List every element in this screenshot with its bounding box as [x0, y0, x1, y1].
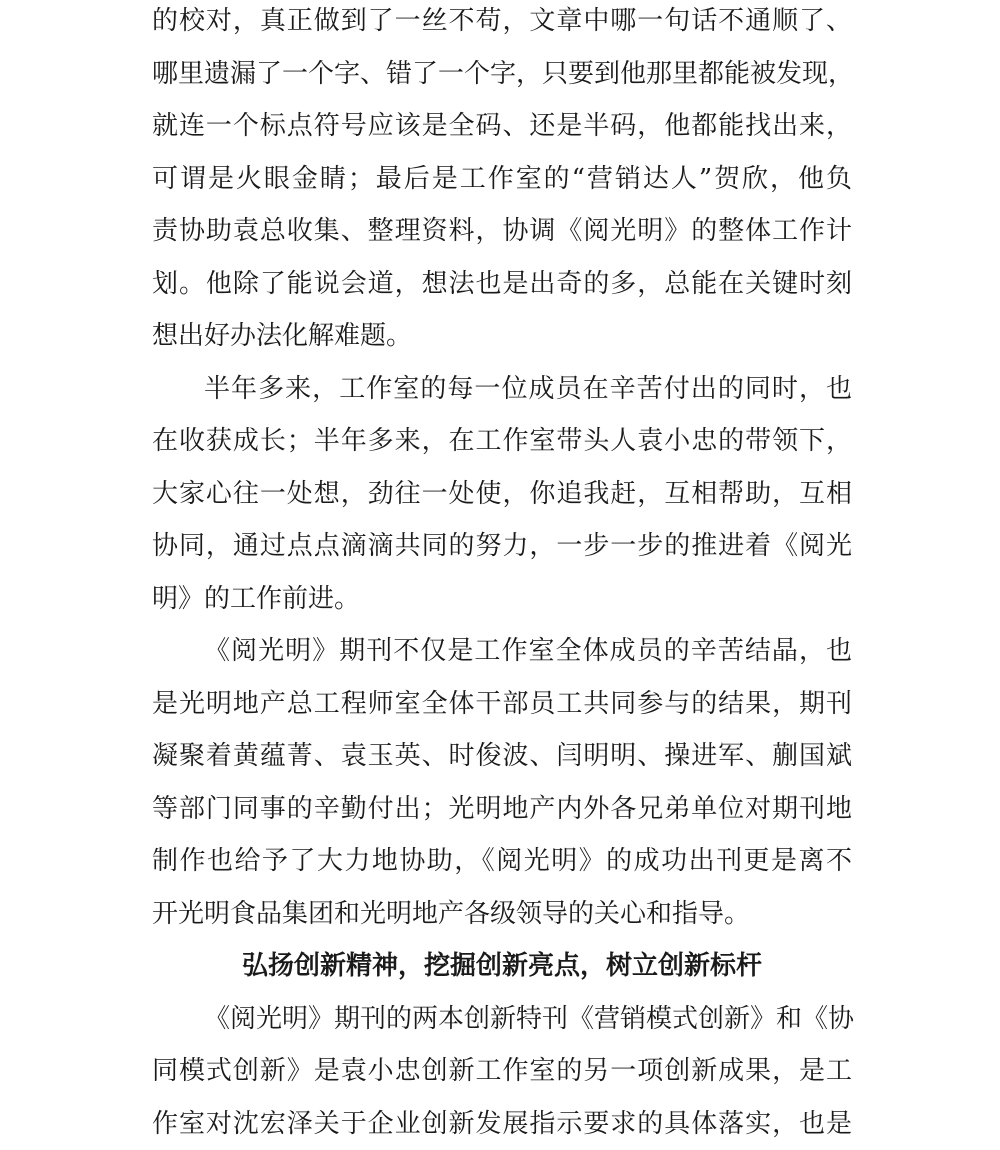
paragraph-4 [152, 993, 852, 1150]
text-line: 的校对，真正做到了一丝不苟，文章中哪一句话不通顺了、 [152, 0, 852, 48]
paragraph-1 [152, 0, 852, 363]
text-line: 半年多来，工作室的每一位成员在辛苦付出的同时，也 [152, 363, 852, 416]
text-line: 明》的工作前进。 [152, 573, 852, 626]
text-line: 《阅光明》期刊不仅是工作室全体成员的辛苦结晶，也 [152, 625, 852, 678]
text-line: 制作也给予了大力地协助，《阅光明》的成功出刊更是离不 [152, 835, 852, 888]
text-line: 等部门同事的辛勤付出；光明地产内外各兄弟单位对期刊地 [152, 783, 852, 836]
paragraph-2 [152, 363, 852, 626]
text-line: 可谓是火眼金睛；最后是工作室的“营销达人”贺欣，他负 [152, 153, 852, 206]
text-line: 同模式创新》是袁小忠创新工作室的另一项创新成果，是工 [152, 1045, 852, 1098]
text-line: 在收获成长；半年多来，在工作室带头人袁小忠的带领下， [152, 415, 852, 468]
text-line: 责协助袁总收集、整理资料，协调《阅光明》的整体工作计 [152, 205, 852, 258]
document-page [152, 0, 852, 1150]
paragraph-3 [152, 625, 852, 940]
text-line: 就连一个标点符号应该是全码、还是半码，他都能找出来， [152, 100, 852, 153]
text-line: 大家心往一处想，劲往一处使，你追我赶，互相帮助，互相 [152, 468, 852, 521]
text-line: 哪里遗漏了一个字、错了一个字，只要到他那里都能被发现， [152, 48, 852, 101]
text-line: 《阅光明》期刊的两本创新特刊《营销模式创新》和《协 [152, 993, 852, 1046]
text-line: 凝聚着黄蕴菁、袁玉英、时俊波、闫明明、操进军、蒯国斌 [152, 730, 852, 783]
text-line: 想出好办法化解难题。 [152, 310, 852, 363]
text-line: 划。他除了能说会道，想法也是出奇的多，总能在关键时刻 [152, 258, 852, 311]
section-heading: 弘扬创新精神，挖掘创新亮点，树立创新标杆 [152, 940, 852, 993]
text-line: 是光明地产总工程师室全体干部员工共同参与的结果，期刊 [152, 678, 852, 731]
text-line: 开光明食品集团和光明地产各级领导的关心和指导。 [152, 888, 852, 941]
text-line: 作室对沈宏泽关于企业创新发展指示要求的具体落实，也是 [152, 1098, 852, 1150]
text-line: 协同，通过点点滴滴共同的努力，一步一步的推进着《阅光 [152, 520, 852, 573]
